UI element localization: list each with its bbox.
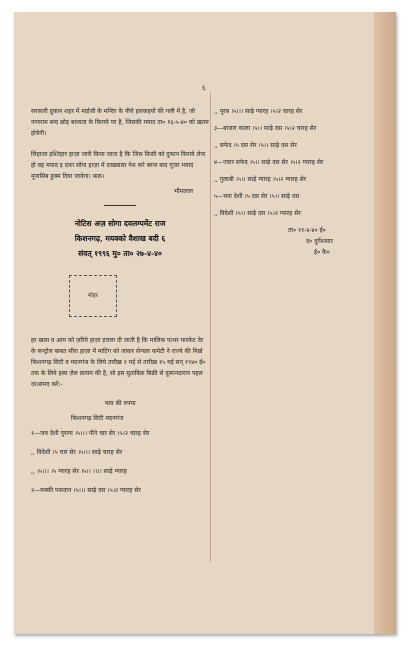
notice-title-line-3: संवत् १९९६ मु० ता० २७-४-४०	[78, 249, 162, 258]
rate-item: ,, विदेशी ।५।। साढ़े दस ।५।२ ग्यारह सेर	[214, 210, 301, 217]
rate-item: ४—ज्वार सफेद ।५।। साढ़े दस सेर ।५।२ ग्यारह सेर	[214, 159, 324, 166]
section-divider	[104, 205, 136, 206]
column-divider	[210, 92, 211, 562]
rate-item: ,, ।५।।। ।५ ग्यारह सेर ।५।। ।।।। साढ़े ग्यारह	[31, 468, 127, 475]
rate-item: १—जव देशी पुराना ।५।।। पौने चार सेर ।५।२ चारह सेर	[31, 430, 150, 437]
left-paragraph-2: लिहाजा इश्तिहार हाज़ा जारी किया जाता है कि जिस किसी को दुकान किराये लेना हो वह मयाद इ दफ़ा सोगा हाज़ा में दरख़्वास्त पेश करे बरना बाद गुज़र मयाद मुनासिब हुक्म दिया जावेगा। फ़क़।	[31, 151, 206, 180]
rate-item: ,, पूरब ।५।।। साढ़े ग्यारह ।५।२ चारह सेर	[214, 108, 303, 115]
signature: भीमलाल	[173, 188, 193, 195]
seal-label: मोहर	[88, 293, 98, 299]
notice-body-text: हर खास व आम को ज़रिये हाज़ा इत्तला दी जाती है कि मालिक पत्थर मारकेट देर के कन्ट्रोल बाबत सीरा हाज़ा में माटिंग को जाकर सेन्चल कमेटी ने राज्ये की निर्ख़ किशनगढ़ सिटी व मदनगंज के लिये तारीख़ १ मई से तारीख़ १५ मई सन् १९४० ई० तक के लिये हस्व ज़ेल क़ायम की है, सो इस मुताबिक़ बिक्री से दुकानदारान पहल दरआमद करें:-	[31, 337, 206, 388]
signer-name: द० दुर्गेशसार	[306, 238, 333, 245]
rate-item: ,, सफेद ।५ दस सेर ।५।। साढ़े दस सेर	[214, 142, 297, 149]
page-number: ६	[202, 84, 206, 92]
left-paragraph-1: सरकारी दुकान शहर में माईजी के मन्दिर के नीचे हलवाइयों की गली में है, जो नगरराम बन्द छोड़ बाध्यता के किराये पर है, जिसकी मयाद ता० १६-५-४० को ख़तम होवेगी।	[31, 108, 209, 137]
right-column	[214, 106, 384, 258]
document-page	[14, 12, 396, 634]
rate-item: ५—चना देशी ।५ दस सेर ।५।। साढ़े दस	[214, 193, 300, 200]
notice-body	[31, 335, 209, 390]
left-column	[31, 106, 209, 504]
rate-item: २—मक्की पकवान ।५।।। साढ़े दस ।५।२ ग्यारह सेर	[31, 487, 141, 494]
rate-item: ,, विदेशी ।५ चार सेर ।५।।। साढ़े चारह सेर	[31, 449, 123, 456]
rate-item: ,, गुलाबी ।५।। साढ़े ग्यारह ।५।२ ग्यारह सेर	[214, 176, 307, 183]
signer-initials: ई० कै०	[314, 249, 330, 256]
notice-title-line-2: किशनगढ़, मयक्को वैशाख बदी ६	[74, 234, 166, 243]
rate-subhead: भाव की रुपया	[104, 400, 136, 407]
rate-item: ३—बाजरा काला ।५।। साढ़े दस ।५।२ चारह सेर	[214, 125, 317, 132]
rate-columns-header: किशनगढ़ सिटी मदनगंज	[71, 415, 124, 422]
seal-stamp	[69, 275, 117, 317]
notice-date: ता० ११-४-४० ई०	[288, 227, 326, 234]
notice-title-line-1: नोटिस अज़ सोगा दवलम्पमेंट राज	[74, 219, 166, 228]
